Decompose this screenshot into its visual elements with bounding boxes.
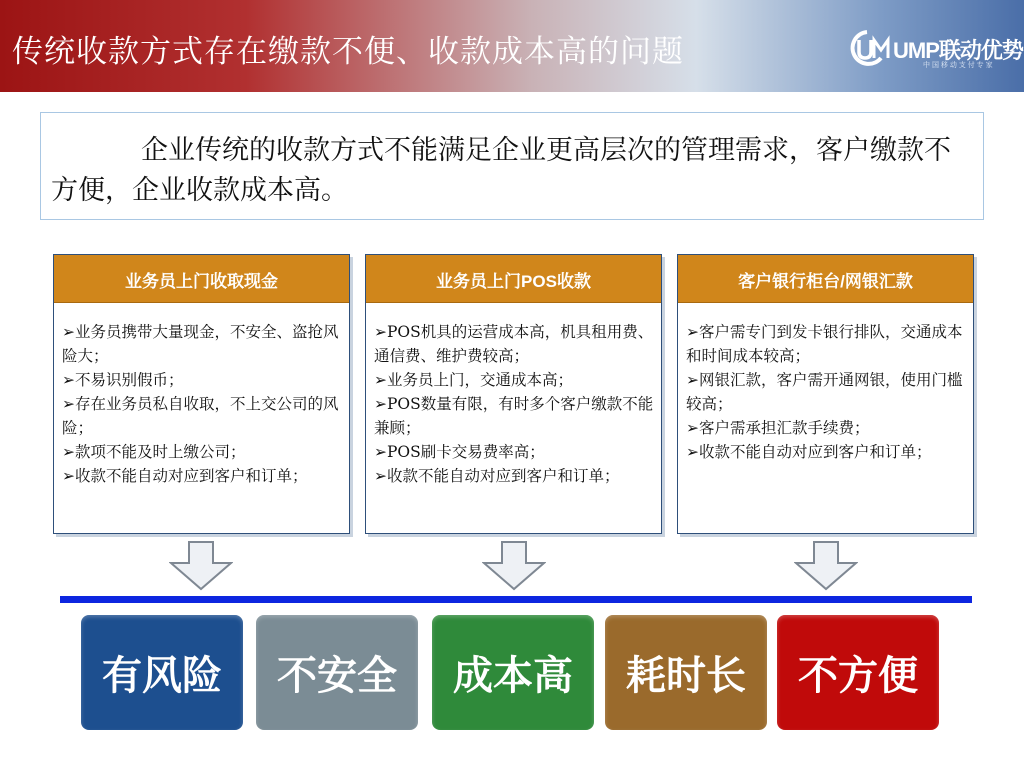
intro-text: 企业传统的收款方式不能满足企业更高层次的管理需求，客户缴款不方便，企业收款成本高。 bbox=[51, 135, 951, 206]
down-arrow-icon bbox=[482, 541, 546, 591]
page-title: 传统收款方式存在缴款不便、收款成本高的问题 bbox=[12, 34, 684, 70]
card-bank-transfer bbox=[677, 254, 974, 534]
list-item: ➢POS刷卡交易费率高； bbox=[374, 443, 545, 461]
card-pos-collection bbox=[365, 254, 662, 534]
list-item: ➢客户需承担汇款手续费； bbox=[686, 419, 870, 437]
list-item: ➢业务员携带大量现金，不安全、盗抢风险大； bbox=[62, 323, 339, 365]
list-item: ➢业务员上门，交通成本高； bbox=[374, 371, 573, 389]
list-item: ➢款项不能及时上缴公司； bbox=[62, 443, 246, 461]
ump-logo-mark-icon bbox=[845, 28, 895, 68]
tile-risky: 有风险 bbox=[81, 615, 243, 730]
list-item: ➢网银汇款，客户需开通网银，使用门槛较高； bbox=[686, 371, 963, 413]
list-item: ➢收款不能自动对应到客户和订单； bbox=[374, 467, 620, 485]
logo-text: UMP联动优势 bbox=[893, 38, 1023, 63]
down-arrow-icon bbox=[794, 541, 858, 591]
down-arrow-icon bbox=[169, 541, 233, 591]
tile-high-cost: 成本高 bbox=[432, 615, 594, 730]
ump-logo bbox=[845, 28, 1023, 76]
tile-time-consuming: 耗时长 bbox=[605, 615, 767, 730]
card-cash-collection bbox=[53, 254, 350, 534]
card-title: 业务员上门POS收款 bbox=[366, 255, 661, 304]
header-banner bbox=[0, 0, 1024, 92]
card-body bbox=[678, 304, 973, 464]
card-body bbox=[54, 304, 349, 488]
intro-box bbox=[40, 112, 984, 220]
list-item: ➢不易识别假币； bbox=[62, 371, 184, 389]
tile-inconvenient: 不方便 bbox=[777, 615, 939, 730]
list-item: ➢POS机具的运营成本高，机具租用费、通信费、维护费较高； bbox=[374, 323, 654, 365]
list-item: ➢收款不能自动对应到客户和订单； bbox=[62, 467, 308, 485]
card-body bbox=[366, 304, 661, 488]
divider-line bbox=[60, 596, 972, 603]
logo-subtitle: 中 国 移 动 支 付 专 家 bbox=[923, 62, 993, 69]
list-item: ➢存在业务员私自收取，不上交公司的风险； bbox=[62, 395, 339, 437]
card-title: 客户银行柜台/网银汇款 bbox=[678, 255, 973, 304]
list-item: ➢客户需专门到发卡银行排队，交通成本和时间成本较高； bbox=[686, 323, 963, 365]
list-item: ➢POS数量有限，有时多个客户缴款不能兼顾； bbox=[374, 395, 654, 437]
list-item: ➢收款不能自动对应到客户和订单； bbox=[686, 443, 932, 461]
tile-unsafe: 不安全 bbox=[256, 615, 418, 730]
card-title: 业务员上门收取现金 bbox=[54, 255, 349, 304]
